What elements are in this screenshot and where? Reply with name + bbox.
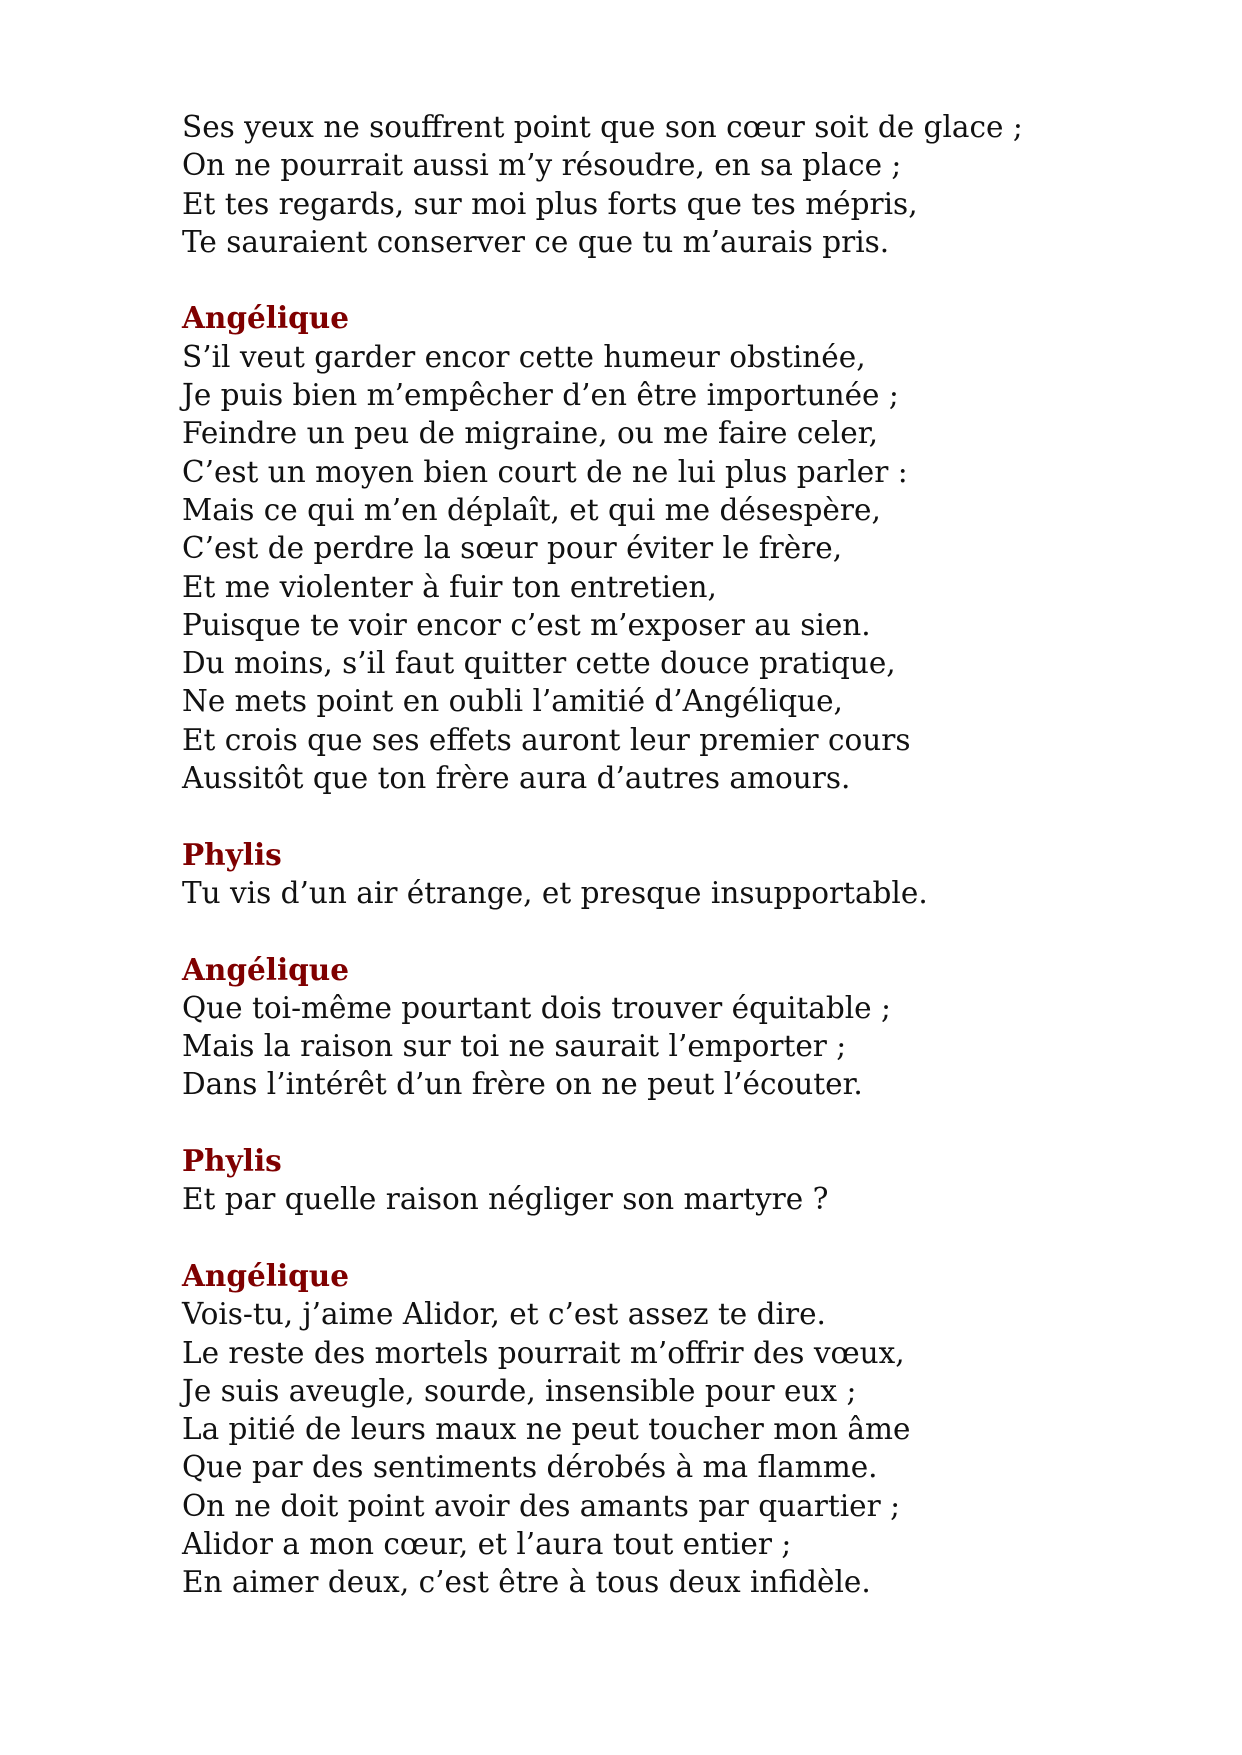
speaker-name: Angélique — [182, 300, 349, 336]
verse-line: Feindre un peu de migraine, ou me faire celer, — [182, 416, 878, 451]
speech-block-phylis — [182, 836, 1182, 913]
verse-line: La pitié de leurs maux ne peut toucher mon âme — [182, 1412, 911, 1447]
verse-line: Du moins, s’il faut quitter cette douce pratique, — [182, 646, 896, 681]
verse-line: Que par des sentiments dérobés à ma flamme. — [182, 1450, 878, 1485]
verse-line: Mais la raison sur toi ne saurait l’emporter ; — [182, 1029, 847, 1064]
verse-line: Et crois que ses effets auront leur premier cours — [182, 722, 911, 757]
speaker-name: Phylis — [182, 1143, 282, 1179]
verse-line: Puisque te voir encor c’est m’exposer au sien. — [182, 607, 871, 642]
speech-block-angelique — [182, 1257, 1182, 1602]
verse-line: Dans l’intérêt d’un frère on ne peut l’écouter. — [182, 1067, 863, 1102]
verse-line: Ses yeux ne souffrent point que son cœur soit de glace ; — [182, 110, 1023, 144]
verse-line: Vois-tu, j’aime Alidor, et c’est assez te dire. — [182, 1297, 826, 1332]
speaker-name: Angélique — [182, 951, 349, 987]
verse-line: Aussitôt que ton frère aura d’autres amours. — [182, 761, 851, 796]
speaker-name: Angélique — [182, 1257, 349, 1293]
verse-line: Mais ce qui m’en déplaît, et qui me désespère, — [182, 492, 881, 527]
verse-line: Et tes regards, sur moi plus forts que tes mépris, — [182, 186, 918, 221]
verse-line: Et me violenter à fuir ton entretien, — [182, 569, 717, 604]
verse-line: En aimer deux, c’est être à tous deux infidèle. — [182, 1565, 871, 1600]
verse-line: On ne pourrait aussi m’y résoudre, en sa place ; — [182, 148, 902, 183]
verse-line: Je puis bien m’empêcher d’en être importunée ; — [182, 378, 899, 413]
verse-line: Je suis aveugle, sourde, insensible pour eux ; — [182, 1373, 857, 1408]
verse-line: Le reste des mortels pourrait m’offrir des vœux, — [182, 1335, 905, 1370]
verse-line: Ne mets point en oubli l’amitié d’Angélique, — [182, 684, 843, 719]
speaker-name: Phylis — [182, 836, 282, 872]
verse-line: C’est un moyen bien court de ne lui plus parler : — [182, 454, 908, 489]
speech-block-angelique — [182, 951, 1182, 1104]
verse-line: S’il veut garder encor cette humeur obstinée, — [182, 339, 866, 374]
verse-line: Tu vis d’un air étrange, et presque insupportable. — [182, 875, 928, 910]
verse-line: Alidor a mon cœur, et l’aura tout entier ; — [182, 1526, 792, 1561]
verse-line: Te sauraient conserver ce que tu m’aurais pris. — [182, 224, 890, 259]
verse-line: On ne doit point avoir des amants par quartier ; — [182, 1488, 901, 1523]
verse-line: Et par quelle raison négliger son martyre ? — [182, 1182, 829, 1217]
speech-block-angelique — [182, 299, 1182, 797]
speech-block-phylis — [182, 1142, 1182, 1219]
verse-line: C’est de perdre la sœur pour éviter le frère, — [182, 531, 843, 566]
play-text-page — [182, 108, 1182, 1640]
verse-line: Que toi-même pourtant dois trouver équitable ; — [182, 990, 891, 1025]
verse-block-continuation — [182, 108, 1182, 261]
